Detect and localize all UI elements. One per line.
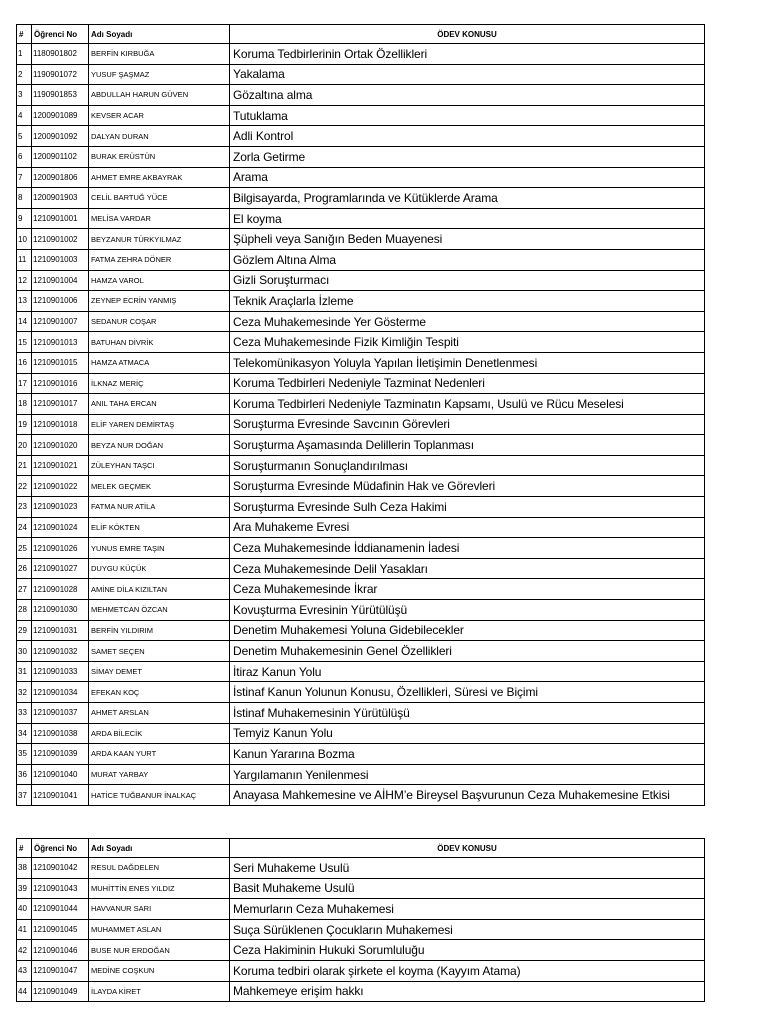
topic-cell: Gözaltına alma bbox=[230, 85, 705, 106]
student-no-cell: 1210901001 bbox=[32, 208, 89, 229]
topic-cell: Şüpheli veya Sanığın Beden Muayenesi bbox=[230, 229, 705, 250]
row-num: 41 bbox=[17, 919, 32, 940]
table-row bbox=[17, 85, 705, 106]
row-num: 27 bbox=[17, 579, 32, 600]
header-name: Adı Soyadı bbox=[89, 839, 230, 858]
student-name-cell: FATMA NUR ATİLA bbox=[89, 497, 230, 518]
student-no-cell: 1210901020 bbox=[32, 435, 89, 456]
student-no-cell: 1210901016 bbox=[32, 373, 89, 394]
student-no-cell: 1210901026 bbox=[32, 538, 89, 559]
header-topic: ÖDEV KONUSU bbox=[230, 25, 705, 44]
student-name-cell: BUSE NUR ERDOĞAN bbox=[89, 940, 230, 961]
header-row bbox=[17, 25, 705, 44]
table-body-2 bbox=[17, 858, 705, 1002]
topic-cell: Soruşturma Evresinde Müdafinin Hak ve Görevleri bbox=[230, 476, 705, 497]
topic-cell: Denetim Muhakemesi Yoluna Gidebilecekler bbox=[230, 620, 705, 641]
table-row bbox=[17, 208, 705, 229]
student-name-cell: ELİF YAREN DEMİRTAŞ bbox=[89, 414, 230, 435]
student-no-cell: 1210901015 bbox=[32, 352, 89, 373]
table-row bbox=[17, 764, 705, 785]
table-row bbox=[17, 744, 705, 765]
student-name-cell: EFEKAN KOÇ bbox=[89, 682, 230, 703]
student-name-cell: ABDULLAH HARUN GÜVEN bbox=[89, 85, 230, 106]
student-name-cell: YUNUS EMRE TAŞIN bbox=[89, 538, 230, 559]
topic-cell: Soruşturmanın Sonuçlandırılması bbox=[230, 455, 705, 476]
student-name-cell: AHMET EMRE AKBAYRAK bbox=[89, 167, 230, 188]
student-name-cell: DUYGU KÜÇÜK bbox=[89, 558, 230, 579]
student-name-cell: RESUL DAĞDELEN bbox=[89, 858, 230, 879]
student-no-cell: 1210901043 bbox=[32, 878, 89, 899]
table-row bbox=[17, 661, 705, 682]
topic-cell: Zorla Getirme bbox=[230, 146, 705, 167]
student-no-cell: 1210901049 bbox=[32, 981, 89, 1002]
topic-cell: Arama bbox=[230, 167, 705, 188]
row-num: 23 bbox=[17, 497, 32, 518]
student-no-cell: 1210901007 bbox=[32, 311, 89, 332]
row-num: 14 bbox=[17, 311, 32, 332]
topic-cell: Yakalama bbox=[230, 64, 705, 85]
student-no-cell: 1210901013 bbox=[32, 332, 89, 353]
topic-cell: Denetim Muhakemesinin Genel Özellikleri bbox=[230, 641, 705, 662]
table-row bbox=[17, 435, 705, 456]
student-no-cell: 1190901072 bbox=[32, 64, 89, 85]
student-no-cell: 1210901018 bbox=[32, 414, 89, 435]
student-no-cell: 1210901037 bbox=[32, 703, 89, 724]
table-row bbox=[17, 291, 705, 312]
table-row bbox=[17, 620, 705, 641]
topic-cell: Telekomünikasyon Yoluyla Yapılan İletişimin Denetlenmesi bbox=[230, 352, 705, 373]
student-name-cell: HATİCE TUĞBANUR İNALKAÇ bbox=[89, 785, 230, 806]
row-num: 1 bbox=[17, 44, 32, 65]
topic-cell: Bilgisayarda, Programlarında ve Kütüklerde Arama bbox=[230, 188, 705, 209]
row-num: 26 bbox=[17, 558, 32, 579]
row-num: 42 bbox=[17, 940, 32, 961]
topic-cell: Teknik Araçlarla İzleme bbox=[230, 291, 705, 312]
table-row bbox=[17, 723, 705, 744]
student-no-cell: 1210901033 bbox=[32, 661, 89, 682]
student-name-cell: DALYAN DURAN bbox=[89, 126, 230, 147]
student-no-cell: 1210901023 bbox=[32, 497, 89, 518]
table-row bbox=[17, 167, 705, 188]
table-row bbox=[17, 600, 705, 621]
topic-cell: Soruşturma Evresinde Savcının Görevleri bbox=[230, 414, 705, 435]
row-num: 43 bbox=[17, 960, 32, 981]
student-name-cell: BATUHAN DİVRİK bbox=[89, 332, 230, 353]
topic-cell: Basit Muhakeme Usulü bbox=[230, 878, 705, 899]
topic-cell: Koruma Tedbirleri Nedeniyle Tazminat Nedenleri bbox=[230, 373, 705, 394]
student-name-cell: MUHAMMET ASLAN bbox=[89, 919, 230, 940]
row-num: 32 bbox=[17, 682, 32, 703]
row-num: 18 bbox=[17, 394, 32, 415]
row-num: 35 bbox=[17, 744, 32, 765]
student-name-cell: BERFİN KIRBUĞA bbox=[89, 44, 230, 65]
row-num: 17 bbox=[17, 373, 32, 394]
topic-cell: El koyma bbox=[230, 208, 705, 229]
row-num: 7 bbox=[17, 167, 32, 188]
header-num: # bbox=[17, 839, 32, 858]
topic-cell: Koruma tedbiri olarak şirkete el koyma (Kayyım Atama) bbox=[230, 960, 705, 981]
table-row bbox=[17, 981, 705, 1002]
student-name-cell: MELİSA VARDAR bbox=[89, 208, 230, 229]
row-num: 28 bbox=[17, 600, 32, 621]
student-name-cell: HAVVANUR SARI bbox=[89, 899, 230, 920]
topic-cell: Ceza Muhakemesinde Yer Gösterme bbox=[230, 311, 705, 332]
header-name: Adı Soyadı bbox=[89, 25, 230, 44]
header-row bbox=[17, 839, 705, 858]
assignment-table-2 bbox=[16, 838, 705, 1002]
table-row bbox=[17, 311, 705, 332]
student-name-cell: ARDA BİLECİK bbox=[89, 723, 230, 744]
table-row bbox=[17, 703, 705, 724]
table-row bbox=[17, 579, 705, 600]
row-num: 20 bbox=[17, 435, 32, 456]
topic-cell: Tutuklama bbox=[230, 105, 705, 126]
table-row bbox=[17, 64, 705, 85]
topic-cell: Ceza Muhakemesinde İddianamenin İadesi bbox=[230, 538, 705, 559]
student-name-cell: MUHİTTİN ENES YILDIZ bbox=[89, 878, 230, 899]
table-row bbox=[17, 878, 705, 899]
table-row bbox=[17, 919, 705, 940]
table-row bbox=[17, 229, 705, 250]
student-name-cell: ARDA KAAN YURT bbox=[89, 744, 230, 765]
table-row bbox=[17, 476, 705, 497]
student-no-cell: 1210901031 bbox=[32, 620, 89, 641]
table-row bbox=[17, 858, 705, 879]
student-no-cell: 1210901027 bbox=[32, 558, 89, 579]
student-name-cell: İLKNAZ MERİÇ bbox=[89, 373, 230, 394]
student-no-cell: 1210901047 bbox=[32, 960, 89, 981]
student-no-cell: 1210901030 bbox=[32, 600, 89, 621]
topic-cell: Anayasa Mahkemesine ve AİHM’e Bireysel Başvurunun Ceza Muhakemesine Etkisi bbox=[230, 785, 705, 806]
student-name-cell: SİMAY DEMET bbox=[89, 661, 230, 682]
row-num: 38 bbox=[17, 858, 32, 879]
row-num: 25 bbox=[17, 538, 32, 559]
student-no-cell: 1210901021 bbox=[32, 455, 89, 476]
student-name-cell: SEDANUR COŞAR bbox=[89, 311, 230, 332]
student-no-cell: 1210901039 bbox=[32, 744, 89, 765]
row-num: 15 bbox=[17, 332, 32, 353]
row-num: 8 bbox=[17, 188, 32, 209]
topic-cell: Ara Muhakeme Evresi bbox=[230, 517, 705, 538]
row-num: 12 bbox=[17, 270, 32, 291]
topic-cell: Suça Sürüklenen Çocukların Muhakemesi bbox=[230, 919, 705, 940]
header-student-no: Öğrenci No bbox=[32, 839, 89, 858]
table-row bbox=[17, 352, 705, 373]
topic-cell: Yargılamanın Yenilenmesi bbox=[230, 764, 705, 785]
table-row bbox=[17, 44, 705, 65]
student-no-cell: 1210901003 bbox=[32, 249, 89, 270]
student-name-cell: HAMZA ATMACA bbox=[89, 352, 230, 373]
table-row bbox=[17, 188, 705, 209]
student-name-cell: BERFİN YILDIRIM bbox=[89, 620, 230, 641]
row-num: 31 bbox=[17, 661, 32, 682]
table-row bbox=[17, 682, 705, 703]
topic-cell: Ceza Hakiminin Hukuki Sorumluluğu bbox=[230, 940, 705, 961]
student-no-cell: 1210901006 bbox=[32, 291, 89, 312]
student-no-cell: 1210901040 bbox=[32, 764, 89, 785]
row-num: 6 bbox=[17, 146, 32, 167]
student-name-cell: BEYZA NUR DOĞAN bbox=[89, 435, 230, 456]
table-row bbox=[17, 105, 705, 126]
topic-cell: Temyiz Kanun Yolu bbox=[230, 723, 705, 744]
student-no-cell: 1210901028 bbox=[32, 579, 89, 600]
row-num: 37 bbox=[17, 785, 32, 806]
student-no-cell: 1210901004 bbox=[32, 270, 89, 291]
student-no-cell: 1210901038 bbox=[32, 723, 89, 744]
table-row bbox=[17, 414, 705, 435]
header-num: # bbox=[17, 25, 32, 44]
table-row bbox=[17, 940, 705, 961]
student-name-cell: AHMET ARSLAN bbox=[89, 703, 230, 724]
table-row bbox=[17, 146, 705, 167]
row-num: 34 bbox=[17, 723, 32, 744]
assignment-table-1 bbox=[16, 24, 705, 806]
row-num: 5 bbox=[17, 126, 32, 147]
topic-cell: Gizli Soruşturmacı bbox=[230, 270, 705, 291]
student-name-cell: HAMZA VAROL bbox=[89, 270, 230, 291]
student-name-cell: SAMET SEÇEN bbox=[89, 641, 230, 662]
student-name-cell: ANIL TAHA ERCAN bbox=[89, 394, 230, 415]
table-row bbox=[17, 497, 705, 518]
topic-cell: Gözlem Altına Alma bbox=[230, 249, 705, 270]
row-num: 4 bbox=[17, 105, 32, 126]
topic-cell: Memurların Ceza Muhakemesi bbox=[230, 899, 705, 920]
student-no-cell: 1210901045 bbox=[32, 919, 89, 940]
student-no-cell: 1180901802 bbox=[32, 44, 89, 65]
topic-cell: İtiraz Kanun Yolu bbox=[230, 661, 705, 682]
row-num: 36 bbox=[17, 764, 32, 785]
student-name-cell: İLAYDA KİRET bbox=[89, 981, 230, 1002]
table-row bbox=[17, 538, 705, 559]
row-num: 30 bbox=[17, 641, 32, 662]
table-row bbox=[17, 270, 705, 291]
table-row bbox=[17, 249, 705, 270]
row-num: 22 bbox=[17, 476, 32, 497]
topic-cell: Mahkemeye erişim hakkı bbox=[230, 981, 705, 1002]
topic-cell: Kovuşturma Evresinin Yürütülüşü bbox=[230, 600, 705, 621]
student-no-cell: 1210901032 bbox=[32, 641, 89, 662]
table-row bbox=[17, 517, 705, 538]
row-num: 29 bbox=[17, 620, 32, 641]
student-name-cell: ZEYNEP ECRİN YANMIŞ bbox=[89, 291, 230, 312]
student-name-cell: MURAT YARBAY bbox=[89, 764, 230, 785]
topic-cell: Koruma Tedbirleri Nedeniyle Tazminatın Kapsamı, Usulü ve Rücu Meselesi bbox=[230, 394, 705, 415]
student-no-cell: 1210901046 bbox=[32, 940, 89, 961]
topic-cell: Soruşturma Evresinde Sulh Ceza Hakimi bbox=[230, 497, 705, 518]
student-name-cell: MEDİNE COŞKUN bbox=[89, 960, 230, 981]
student-no-cell: 1210901042 bbox=[32, 858, 89, 879]
row-num: 40 bbox=[17, 899, 32, 920]
student-no-cell: 1200901102 bbox=[32, 146, 89, 167]
student-no-cell: 1200901092 bbox=[32, 126, 89, 147]
row-num: 24 bbox=[17, 517, 32, 538]
table-row bbox=[17, 332, 705, 353]
table-row bbox=[17, 899, 705, 920]
student-no-cell: 1210901017 bbox=[32, 394, 89, 415]
row-num: 3 bbox=[17, 85, 32, 106]
student-no-cell: 1210901022 bbox=[32, 476, 89, 497]
row-num: 2 bbox=[17, 64, 32, 85]
student-name-cell: BURAK ERÜSTÜN bbox=[89, 146, 230, 167]
row-num: 19 bbox=[17, 414, 32, 435]
student-name-cell: FATMA ZEHRA DÖNER bbox=[89, 249, 230, 270]
topic-cell: Ceza Muhakemesinde İkrar bbox=[230, 579, 705, 600]
topic-cell: Ceza Muhakemesinde Fizik Kimliğin Tespiti bbox=[230, 332, 705, 353]
topic-cell: İstinaf Kanun Yolunun Konusu, Özellikleri, Süresi ve Biçimi bbox=[230, 682, 705, 703]
student-name-cell: AMİNE DİLA KIZILTAN bbox=[89, 579, 230, 600]
student-name-cell: ELİF KÖKTEN bbox=[89, 517, 230, 538]
row-num: 33 bbox=[17, 703, 32, 724]
student-no-cell: 1200901806 bbox=[32, 167, 89, 188]
row-num: 44 bbox=[17, 981, 32, 1002]
student-no-cell: 1210901044 bbox=[32, 899, 89, 920]
header-student-no: Öğrenci No bbox=[32, 25, 89, 44]
topic-cell: Adli Kontrol bbox=[230, 126, 705, 147]
table-row bbox=[17, 558, 705, 579]
table-row bbox=[17, 394, 705, 415]
row-num: 16 bbox=[17, 352, 32, 373]
table-row bbox=[17, 373, 705, 394]
table-row bbox=[17, 960, 705, 981]
table-row bbox=[17, 455, 705, 476]
row-num: 10 bbox=[17, 229, 32, 250]
student-name-cell: KEVSER ACAR bbox=[89, 105, 230, 126]
table-row bbox=[17, 785, 705, 806]
topic-cell: Kanun Yararına Bozma bbox=[230, 744, 705, 765]
topic-cell: İstinaf Muhakemesinin Yürütülüşü bbox=[230, 703, 705, 724]
row-num: 13 bbox=[17, 291, 32, 312]
student-no-cell: 1210901034 bbox=[32, 682, 89, 703]
student-no-cell: 1200901903 bbox=[32, 188, 89, 209]
table-body-1 bbox=[17, 44, 705, 806]
student-name-cell: BEYZANUR TÜRKYILMAZ bbox=[89, 229, 230, 250]
row-num: 9 bbox=[17, 208, 32, 229]
student-no-cell: 1210901002 bbox=[32, 229, 89, 250]
student-name-cell: CELİL BARTUĞ YÜCE bbox=[89, 188, 230, 209]
row-num: 11 bbox=[17, 249, 32, 270]
header-topic: ÖDEV KONUSU bbox=[230, 839, 705, 858]
table-row bbox=[17, 126, 705, 147]
student-no-cell: 1210901041 bbox=[32, 785, 89, 806]
topic-cell: Koruma Tedbirlerinin Ortak Özellikleri bbox=[230, 44, 705, 65]
topic-cell: Ceza Muhakemesinde Delil Yasakları bbox=[230, 558, 705, 579]
student-name-cell: ZÜLEYHAN TAŞCI bbox=[89, 455, 230, 476]
student-no-cell: 1190901853 bbox=[32, 85, 89, 106]
topic-cell: Seri Muhakeme Usulü bbox=[230, 858, 705, 879]
student-no-cell: 1210901024 bbox=[32, 517, 89, 538]
topic-cell: Soruşturma Aşamasında Delillerin Toplanması bbox=[230, 435, 705, 456]
student-name-cell: YUSUF ŞAŞMAZ bbox=[89, 64, 230, 85]
table-row bbox=[17, 641, 705, 662]
row-num: 39 bbox=[17, 878, 32, 899]
student-no-cell: 1200901089 bbox=[32, 105, 89, 126]
student-name-cell: MEHMETCAN ÖZCAN bbox=[89, 600, 230, 621]
row-num: 21 bbox=[17, 455, 32, 476]
student-name-cell: MELEK GEÇMEK bbox=[89, 476, 230, 497]
